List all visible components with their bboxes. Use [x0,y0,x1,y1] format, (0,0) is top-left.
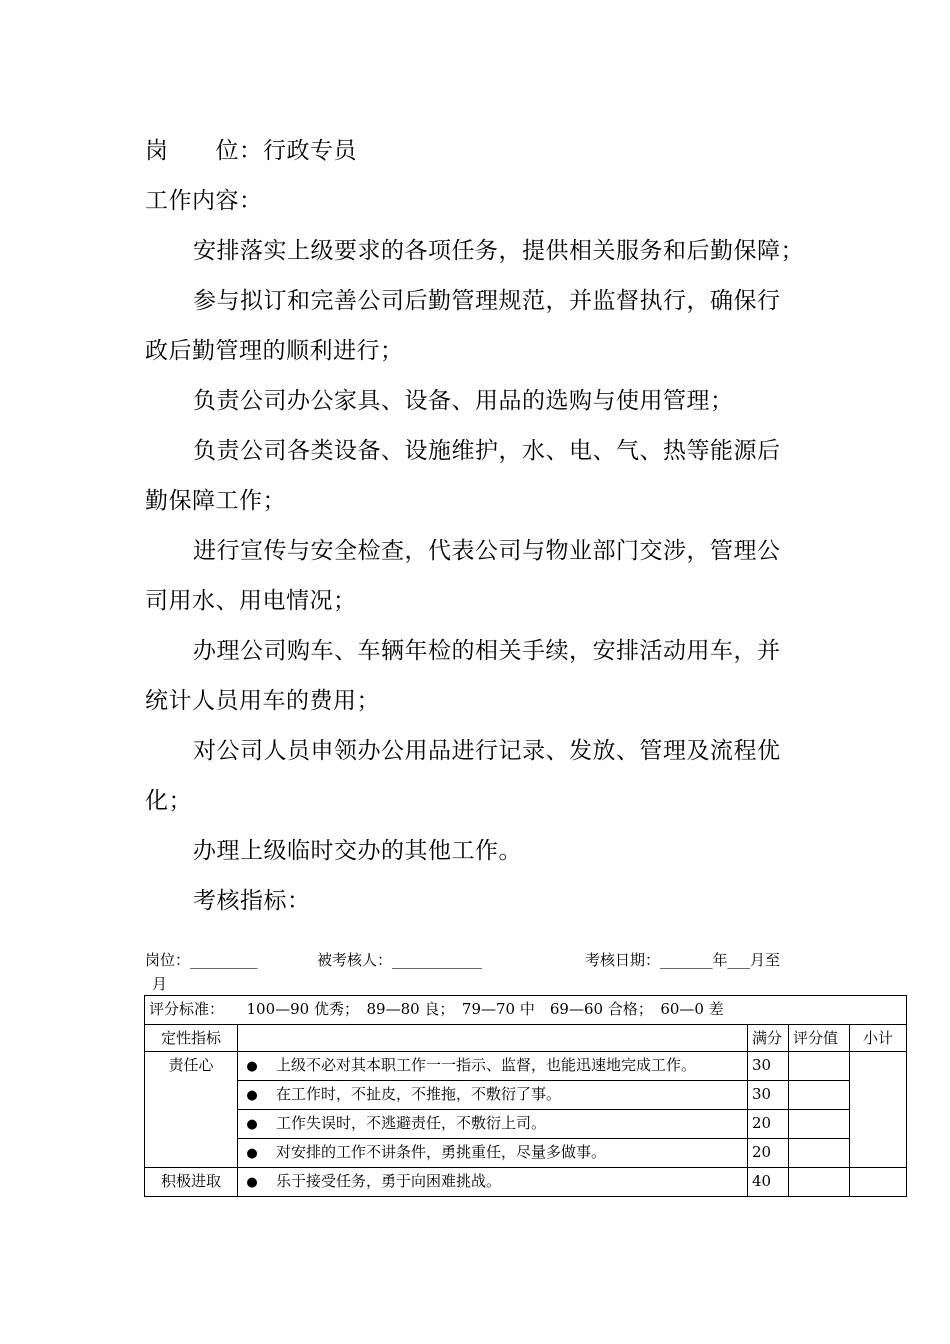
post-line [145,136,357,166]
duty-line: 安排落实上级要求的各项任务，提供相关服务和后勤保障； [193,238,804,264]
table-row [145,1052,907,1081]
full-score: 30 [748,1052,789,1081]
table-row [145,1168,907,1197]
duty-line: 负责公司各类设备、设施维护，水、电、气、热等能源后 [193,438,781,464]
criterion-text: 上级不必对其本职工作一一指示、监督，也能迅速地完成工作。 [266,1052,748,1081]
category-cell: 积极进取 [145,1168,238,1197]
header-row [145,1025,907,1052]
header-blank [238,1025,748,1052]
header-category: 定性指标 [145,1025,238,1052]
criterion-text: 工作失误时，不逃避责任，不敷衍上司。 [266,1110,748,1139]
criterion-text: 在工作时，不扯皮，不推拖，不敷衍了事。 [266,1081,748,1110]
criterion-text: 对安排的工作不讲条件，勇挑重任，尽量多做事。 [266,1139,748,1168]
full-score: 30 [748,1081,789,1110]
assessment-heading: 考核指标： [193,888,311,914]
criterion-text: 乐于接受任务，勇于向困难挑战。 [266,1168,748,1197]
form-date-cont: 月 [152,975,168,993]
header-eval: 评分值 [789,1025,850,1052]
table-row [145,1110,907,1139]
duty-line: 对公司人员申领办公用品进行记录、发放、管理及流程优 [193,738,781,764]
subtotal-cell[interactable] [850,1052,907,1168]
duty-line: 化； [145,788,192,814]
eval-cell[interactable] [789,1168,850,1197]
form-date-field: 考核日期：_______年___月至 [585,951,781,969]
standard-row [145,996,907,1025]
eval-cell[interactable] [789,1139,850,1168]
category-cell: 责任心 [145,1052,238,1168]
header-subtotal: 小计 [850,1025,907,1052]
bullet-icon: ● [238,1139,267,1168]
full-score: 40 [748,1168,789,1197]
assessment-table [144,995,907,1197]
form-examinee-field: 被考核人：____________ [317,951,483,969]
header-full: 满分 [748,1025,789,1052]
eval-cell[interactable] [789,1081,850,1110]
duty-line: 参与拟订和完善公司后勤管理规范，并监督执行，确保行 [193,288,781,314]
eval-cell[interactable] [789,1052,850,1081]
eval-cell[interactable] [789,1110,850,1139]
duty-line: 统计人员用车的费用； [145,688,380,714]
duty-line: 办理上级临时交办的其他工作。 [193,838,522,864]
form-post-field: 岗位：_________ [145,951,258,969]
post-label: 岗 位： [145,138,263,164]
post-value: 行政专员 [263,138,357,164]
bullet-icon: ● [238,1110,267,1139]
full-score: 20 [748,1139,789,1168]
scoring-standard: 评分标准： 100—90 优秀； 89—80 良； 79—70 中 69—60 合格； 60—0 差 [145,996,907,1025]
duty-line: 办理公司购车、车辆年检的相关手续，安排活动用车，并 [193,638,781,664]
content-label: 工作内容： [145,188,263,214]
duty-line: 负责公司办公家具、设备、用品的选购与使用管理； [193,388,734,414]
table-row [145,1081,907,1110]
duty-line: 政后勤管理的顺利进行； [145,338,404,364]
bullet-icon: ● [238,1168,267,1197]
bullet-icon: ● [238,1081,267,1110]
duty-line: 勤保障工作； [145,488,286,514]
subtotal-cell[interactable] [850,1168,907,1197]
table-row [145,1139,907,1168]
duty-line: 司用水、用电情况； [145,588,357,614]
bullet-icon: ● [238,1052,267,1081]
duty-line: 进行宣传与安全检查，代表公司与物业部门交涉，管理公 [193,538,781,564]
full-score: 20 [748,1110,789,1139]
